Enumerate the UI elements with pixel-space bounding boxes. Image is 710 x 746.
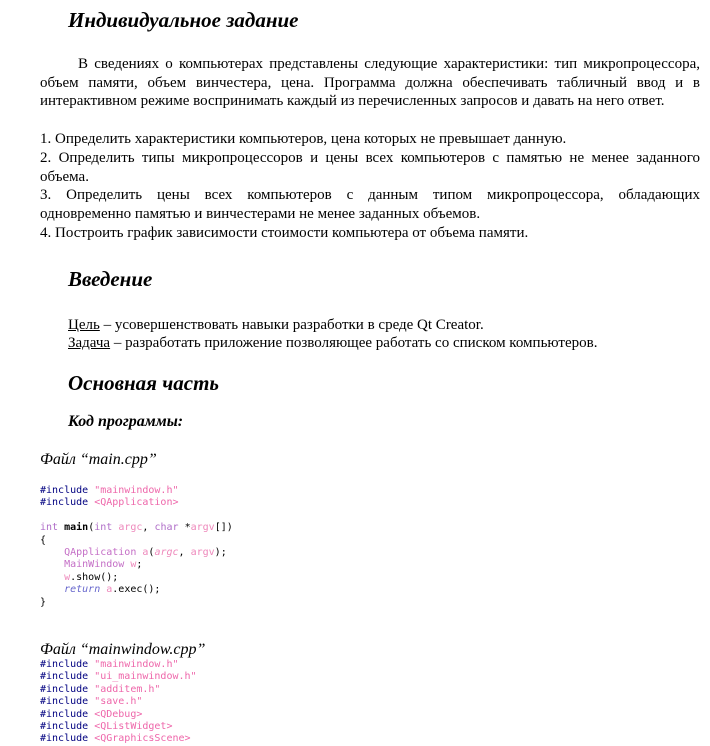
task-item-4: 4. Построить график зависимости стоимости компьютера от объема памяти. <box>40 225 529 241</box>
include-line: "mainwindow.h" <box>94 659 179 670</box>
goal-label: Цель <box>68 317 100 333</box>
task-text: – разработать приложение позволяющее работать со списком компьютеров. <box>110 335 598 351</box>
task-heading: Индивидуальное задание <box>68 8 299 32</box>
main-heading: Основная часть <box>68 371 220 395</box>
goal-text: – усовершенствовать навыки разработки в среде Qt Creator. <box>99 317 484 333</box>
task-item-2-cont: объема. <box>40 169 89 185</box>
task-item-1: 1. Определить характеристики компьютеров, цена которых не превышает данную. <box>40 131 567 147</box>
task-item-3: 3. Определить цены всех компьютеров с данным типом микропроцессора, обладающих <box>40 187 700 203</box>
file-caption-main: Файл “main.cpp” <box>40 451 157 468</box>
include-line: <QListWidget> <box>94 721 173 733</box>
intro-heading: Введение <box>68 267 153 291</box>
include-line: <QDebug> <box>94 708 143 720</box>
include-line: "additem.h" <box>94 683 161 695</box>
goal-line <box>68 316 710 335</box>
include-line: "ui_mainwindow.h" <box>94 671 197 683</box>
task-line <box>68 334 710 353</box>
task-item-2: 2. Определить типы микропроцессоров и цены всех компьютеров с памятью не менее заданного <box>40 150 700 166</box>
task-intro: В сведениях о компьютерах представлены следующие характеристики: тип микропроцессора, объем памяти, объем винчестера, цена. Программа должна обеспечивать табличный ввод и в интерактивном режиме воспринимать каждый из перечисленных запросов и давать на него ответ. <box>40 56 700 109</box>
code-block-main: #include "mainwindow.h" #include <QApplication> int main(int argc, char *argv[]) { QApplication a(argc, argv); MainWindow w; w.show(); return a.exec(); } <box>40 485 233 608</box>
code-subheading: Код программы: <box>68 413 184 430</box>
include-line: <QGraphicsScene> <box>94 733 191 745</box>
task-label: Задача <box>68 335 111 351</box>
include-line: "save.h" <box>94 696 143 708</box>
code-block-mainwindow: #include "mainwindow.h" #include "ui_mainwindow.h" #include "additem.h" #include "save.h" #include <QDebug> #include <QListWidget> #include <QGraphicsScene> <box>40 659 197 745</box>
file-caption-mainwindow: Файл “mainwindow.cpp” <box>40 641 206 658</box>
task-item-3-cont: одновременно памятью и винчестерами не менее заданных объемов. <box>40 206 481 222</box>
